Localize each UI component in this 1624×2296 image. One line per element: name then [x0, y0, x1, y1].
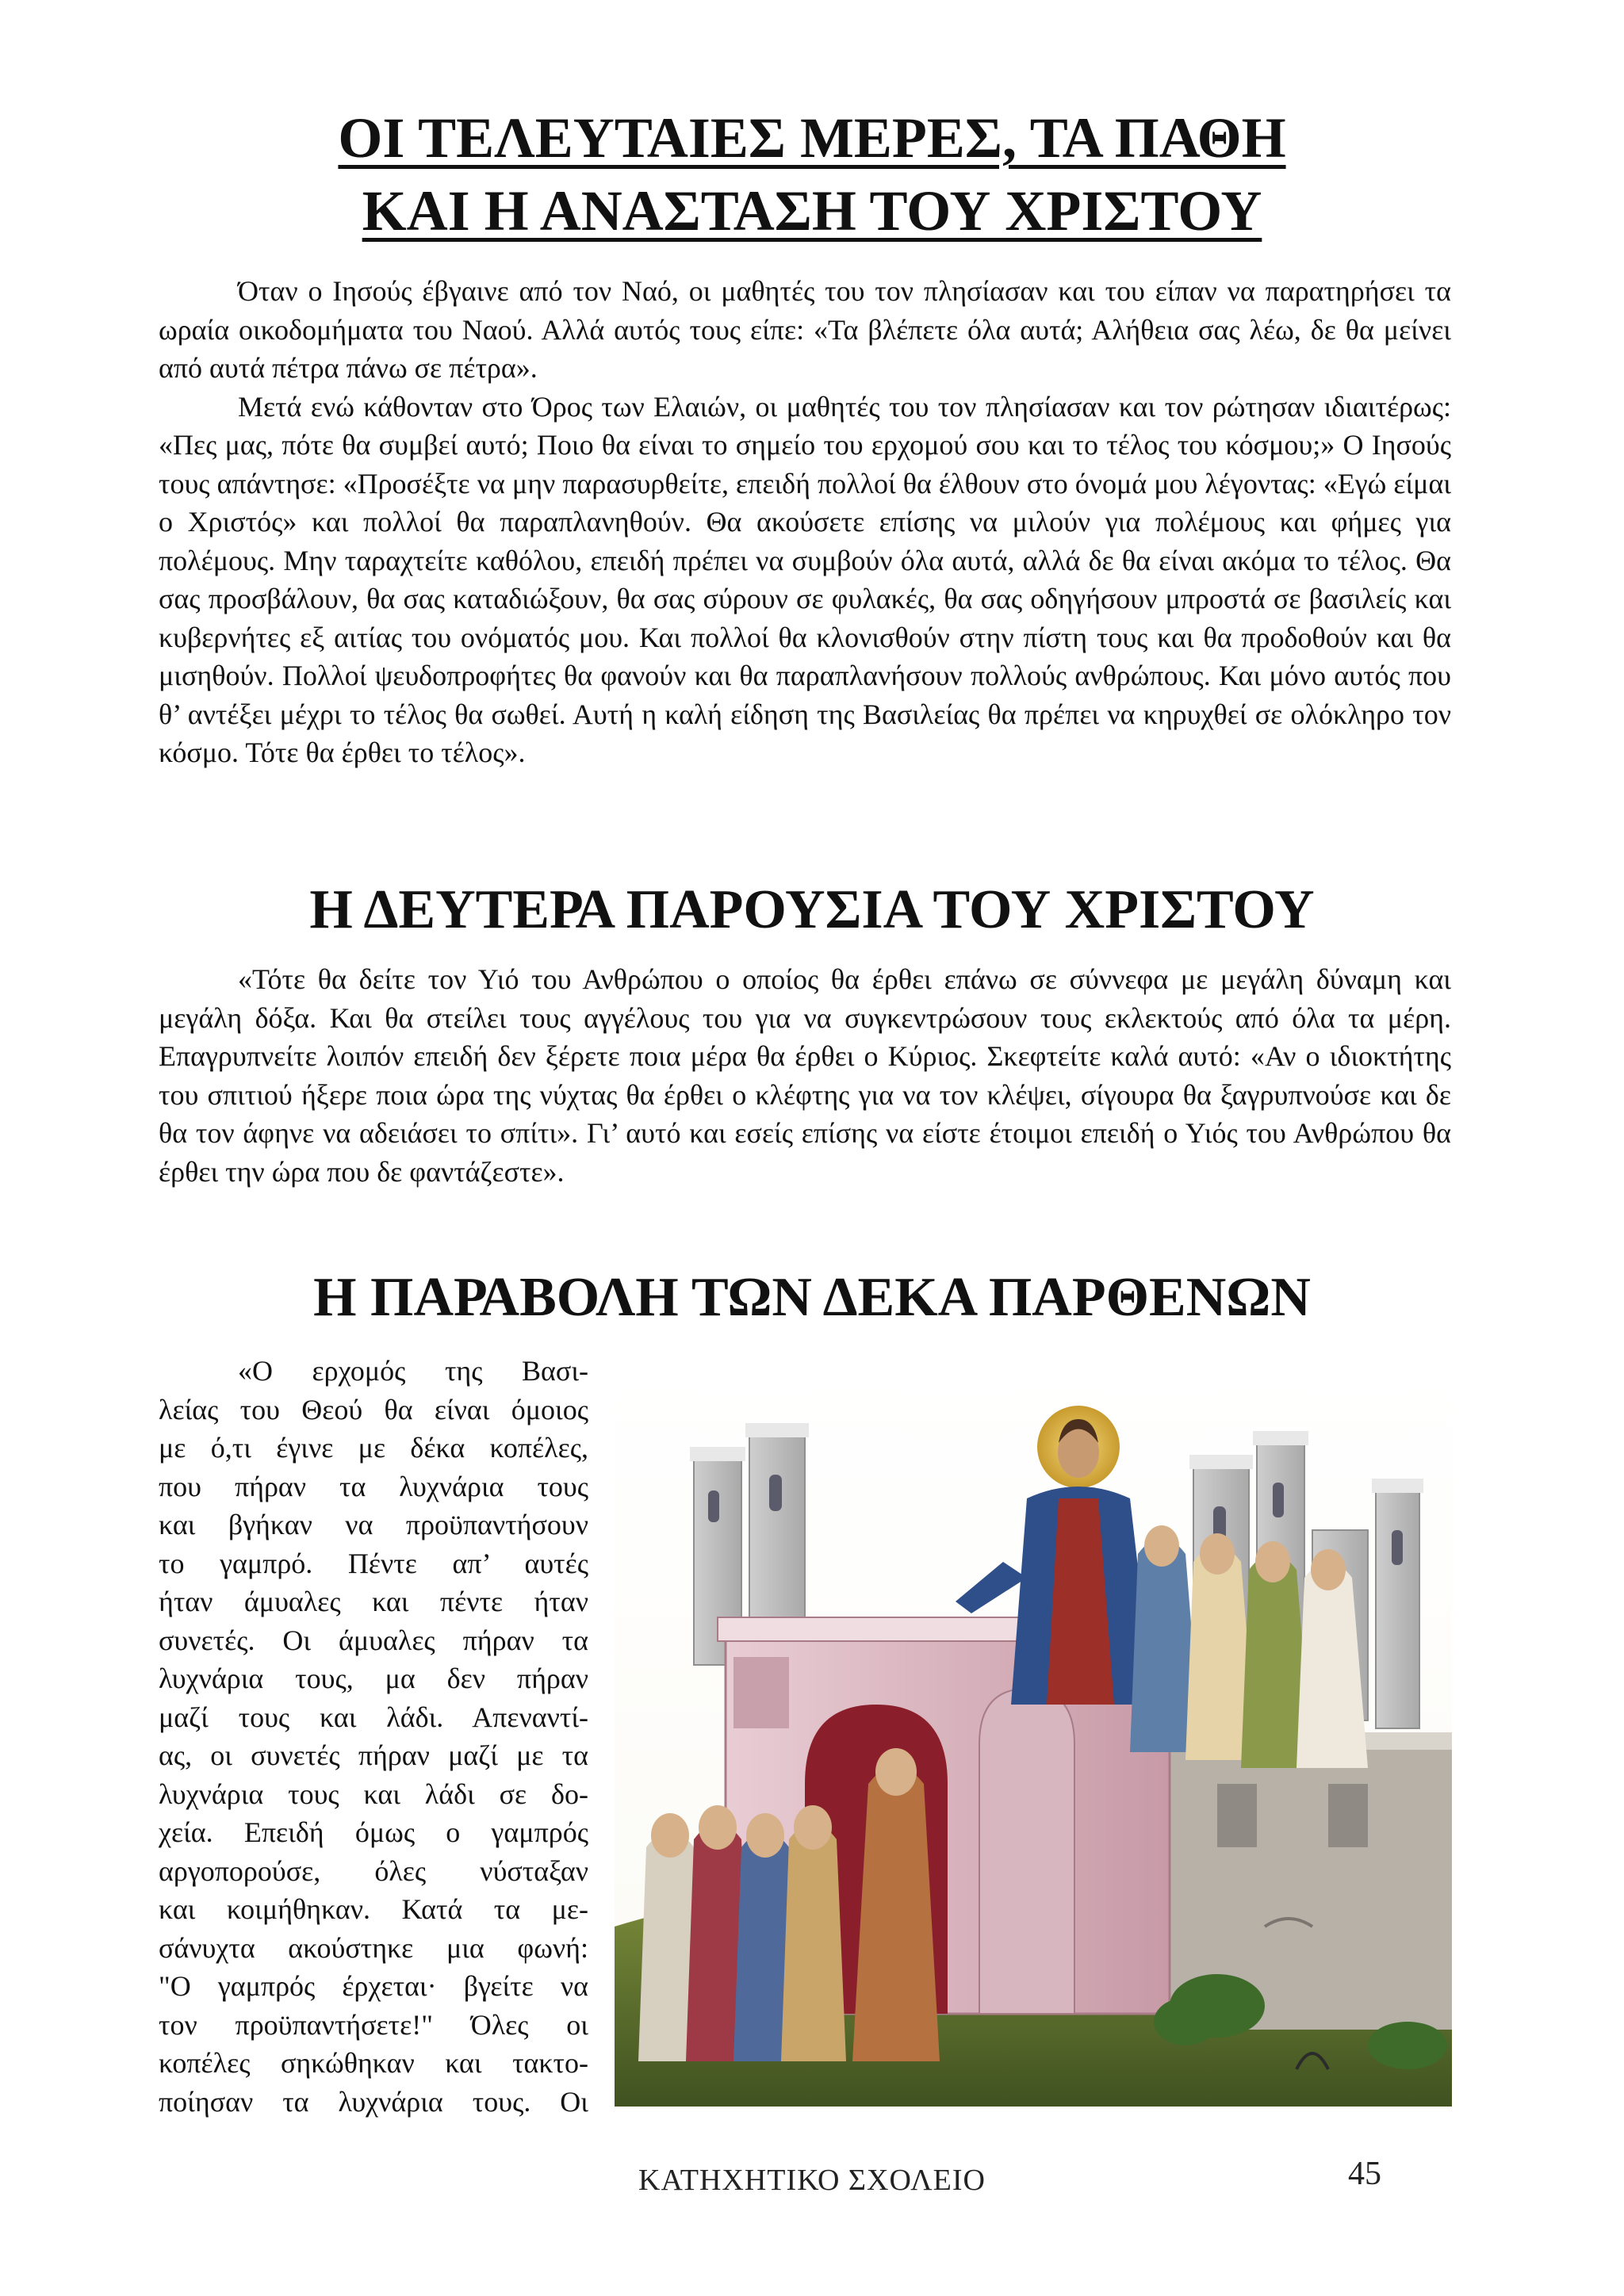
- intro-section: [159, 272, 1451, 772]
- page-title-line-1: ΟΙ ΤΕΛΕΥΤΑΙΕΣ ΜΕΡΕΣ, ΤΑ ΠΑΘΗ: [338, 106, 1286, 170]
- parable-heading: Η ΠΑΡΑΒΟΛΗ ΤΩΝ ΔΕΚΑ ΠΑΡΘΕΝΩΝ: [313, 1267, 1311, 1328]
- parable-line: αργοπορούσε, όλες νύσταξαν: [159, 1854, 588, 1887]
- parable-line: ήταν άμυαλες και πέντε ήταν: [159, 1586, 588, 1617]
- parable-line: συνετές. Οι άμυαλες πήραν τα: [159, 1624, 588, 1656]
- parable-line: με ό,τι έγινε με δέκα κοπέλες,: [159, 1432, 588, 1464]
- page-title: [159, 101, 1465, 247]
- parable-line: που πήραν τα λυχνάρια τους: [159, 1470, 588, 1502]
- second-coming-paragraph: «Τότε θα δείτε τον Υιό του Ανθρώπου ο οποίος θα έρθει επάνω σε σύννεφα με μεγάλη δύναμη και μεγάλη δόξα. Και θα στείλει τους αγγέλους του για να συγκεντρώσουν τους εκλεκτούς από όλα τα μέρη. Επαγρυπνείτε λοιπόν επειδή δεν ξέρετε ποια μέρα θα έρθει ο Κύριος. Σκεφτείτε καλά αυτό: «Αν ο ιδιοκτήτης του σπιτιού ήξερε ποια ώρα της νύχτας θα έρθει ο κλέφτης για να τον κλέψει, σίγουρα θα ξαγρυπνούσε και δε θα τον άφηνε να αδειάσει το σπίτι». Γι’ αυτό και εσείς επίσης να είστε έτοιμοι επειδή ο Υιός του Ανθρώπου θα έρθει την ώρα που δε φαντάζεστε».: [159, 963, 1451, 1188]
- intro-paragraph-1: Όταν ο Ιησούς έβγαινε από τον Ναό, οι μαθητές του τον πλησίασαν και του είπαν να παρατηρήσει τα ωραία οικοδομήματα του Ναού. Αλλά αυτός τους είπε: «Τα βλέπετε όλα αυτά; Αλήθεια σας λέω, δε θα μείνει από αυτά πέτρα πάνω σε πέτρα».: [159, 275, 1451, 384]
- intro-paragraph-2: Μετά ενώ κάθονταν στο Όρος των Ελαιών, οι μαθητές του τον πλησίασαν και τον ρώτησαν ιδιαιτέρως: «Πες μας, πότε θα συμβεί αυτό; Ποιο θα είναι το σημείο του ερχομού σου και το τέλος του κόσμου;» Ο Ιησούς τους απάντησε: «Προσέξτε να μην παρασυρθείτε, επειδή πολλοί θα έλθουν στο όνομά μου λέγοντας: «Εγώ είμαι ο Χριστός» και πολλοί θα παραπλανηθούν. Θα ακούσετε επίσης να μιλούν για πολέμους και φήμες για πολέμους. Μην ταραχτείτε καθόλου, επειδή πρέπει να συμβούν όλα αυτά, αλλά δε θα είναι ακόμα το τέλος. Θα σας προσβάλουν, θα σας καταδιώξουν, θα σας σύρουν σε φυλακές, θα σας οδηγήσουν μπροστά σε βασιλείς και κυβερνήτες εξ αιτίας του ονόματός μου. Και πολλοί θα κλονισθούν στην πίστη τους και θα προδοθούν και θα μισηθούν. Πολλοί ψευδοπροφήτες θα φανούν και θα παραπλανήσουν πολλούς ανθρώπους. Και μόνο αυτός που θ’ αντέξει μέχρι το τέλος θα σωθεί. Αυτή η καλή είδηση της Βασιλείας θα πρέπει να κηρυχθεί σε ολόκληρο τον κόσμο. Τότε θα έρθει το τέλος».: [159, 390, 1451, 768]
- footer-label: ΚΑΤΗΧΗΤΙΚΟ ΣΧΟΛΕΙΟ: [638, 2164, 986, 2197]
- parable-line: λυχνάρια τους και λάδι σε δο-: [159, 1777, 588, 1810]
- page-title-line-2: ΚΑΙ Η ΑΝΑΣΤΑΣΗ ΤΟΥ ΧΡΙΣΤΟΥ: [362, 179, 1262, 243]
- parable-line: κοπέλες σηκώθηκαν και τακτο-: [159, 2047, 588, 2079]
- page-number: 45: [1348, 2156, 1381, 2192]
- parable-line: και βγήκαν να προϋπαντήσουν: [159, 1509, 588, 1540]
- parable-icon-image: [615, 1372, 1452, 2107]
- parable-line: τον προϋπαντήσετε!" Όλες οι: [159, 2008, 588, 2041]
- parable-line: ποίησαν τα λυχνάρια τους. Οι: [159, 2085, 588, 2118]
- parable-line: "Ο γαμπρός έρχεται· βγείτε να: [159, 1970, 588, 2002]
- parable-line: σάνυχτα ακούστηκε μια φωνή:: [159, 1931, 588, 1964]
- parable-line: μαζί τους και λάδι. Απεναντί-: [159, 1701, 588, 1733]
- parable-line: λείας του Θεού θα είναι όμοιος: [159, 1393, 588, 1425]
- parable-line: χεία. Επειδή όμως ο γαμπρός: [159, 1816, 588, 1848]
- second-coming-section: [159, 960, 1451, 1191]
- parable-line: ας, οι συνετές πήραν μαζί με τα: [159, 1739, 588, 1771]
- second-coming-heading: Η ΔΕΥΤΕΡΑ ΠΑΡΟΥΣΙΑ ΤΟΥ ΧΡΙΣΤΟΥ: [309, 879, 1315, 940]
- parable-line: και κοιμήθηκαν. Κατά τα με-: [159, 1893, 588, 1925]
- parable-line: λυχνάρια τους, μα δεν πήραν: [159, 1663, 588, 1694]
- parable-line: «Ο ερχομός της Βασι-: [238, 1355, 588, 1387]
- parable-paragraph: [159, 1352, 588, 2121]
- parable-line: το γαμπρό. Πέντε απ’ αυτές: [159, 1547, 588, 1579]
